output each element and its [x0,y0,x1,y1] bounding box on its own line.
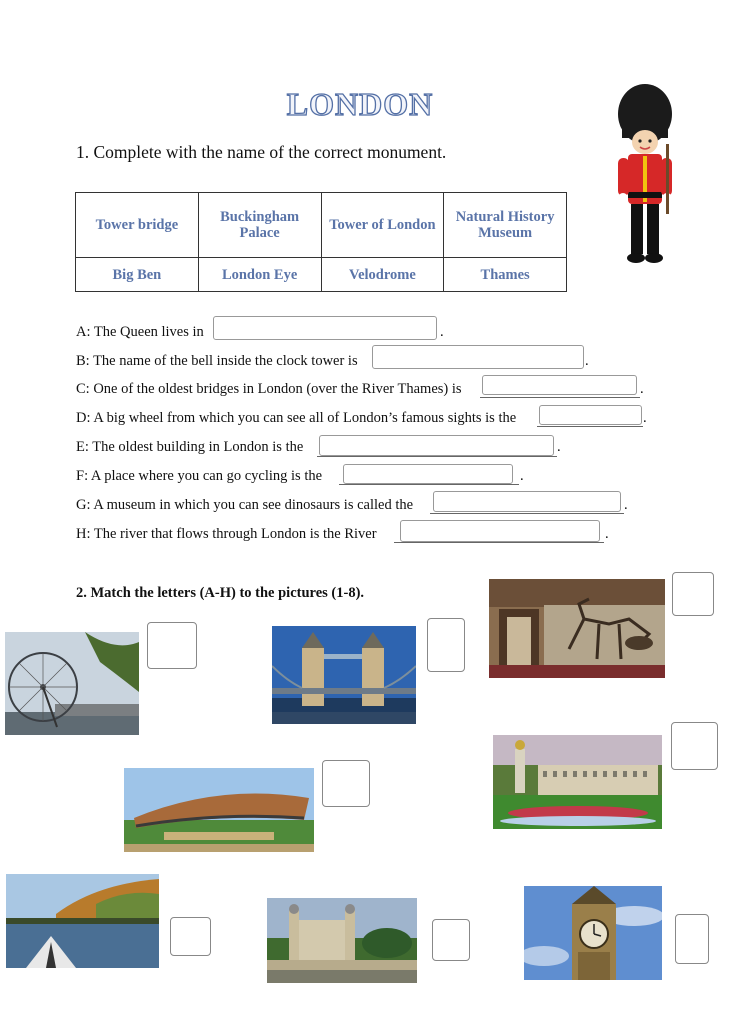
sentence-end-mark: . [520,468,524,484]
sentence-d: D: A big wheel from which you can see all of London’s famous sights is the [76,410,517,426]
sentence-end-mark: . [643,410,647,426]
picture-river-thames [6,874,159,968]
answer-field-b[interactable] [372,345,584,369]
word-bank-cell: Tower bridge [76,193,199,258]
answer-box-6[interactable] [170,917,211,956]
answer-box-8[interactable] [675,914,709,964]
word-bank-cell: London Eye [198,258,321,292]
picture-tower-bridge [272,626,416,724]
answer-underline [394,542,604,543]
answer-underline [317,456,557,457]
picture-london-eye [5,632,139,735]
sentence-f: F: A place where you can go cycling is the [76,468,323,484]
picture-big-ben [524,886,662,980]
picture-buckingham-palace [493,735,662,829]
answer-field-f[interactable] [343,464,513,484]
sentence-end-mark: . [557,439,561,455]
sentence-a: A: The Queen lives in [76,324,204,340]
answer-box-7[interactable] [432,919,470,961]
answer-field-a[interactable] [213,316,437,340]
sentence-h: H: The river that flows through London is the River [76,526,377,542]
sentence-b: B: The name of the bell inside the clock tower is [76,353,358,369]
sentence-e: E: The oldest building in London is the [76,439,304,455]
sentence-end-mark: . [440,324,444,340]
sentence-g: G: A museum in which you can see dinosaurs is called the [76,497,414,513]
answer-field-e[interactable] [319,435,554,456]
sentence-end-mark: . [640,381,644,397]
word-bank-cell: Buckingham Palace [198,193,321,258]
word-bank-cell: Velodrome [321,258,444,292]
sentence-end-mark: . [624,497,628,513]
answer-underline [430,513,624,514]
worksheet-title: LONDON [286,86,434,122]
word-bank-cell: Thames [444,258,567,292]
picture-museum-dinosaur [489,579,665,678]
answer-field-c[interactable] [482,375,637,395]
answer-box-2[interactable] [427,618,465,672]
exercise-2-heading: 2. Match the letters (A-H) to the pictures (1-8). [76,585,365,601]
answer-field-d[interactable] [539,405,642,425]
answer-field-h[interactable] [400,520,600,542]
answer-box-4[interactable] [322,760,370,807]
royal-guard-illustration [612,84,678,268]
answer-underline [537,426,643,427]
word-bank-cell: Big Ben [76,258,199,292]
word-bank-table [75,192,567,292]
answer-box-3[interactable] [672,572,714,616]
answer-underline [339,484,519,485]
sentence-end-mark: . [585,353,589,369]
word-bank-cell: Natural History Museum [444,193,567,258]
sentence-end-mark: . [605,526,609,542]
sentence-c: C: One of the oldest bridges in London (over the River Thames) is [76,381,462,397]
answer-field-g[interactable] [433,491,621,512]
picture-tower-of-london [267,898,417,983]
picture-velodrome [124,768,314,852]
answer-underline [480,397,640,398]
answer-box-1[interactable] [147,622,197,669]
answer-box-5[interactable] [671,722,718,770]
word-bank-cell: Tower of London [321,193,444,258]
exercise-1-heading: 1. Complete with the name of the correct monument. [76,142,447,162]
